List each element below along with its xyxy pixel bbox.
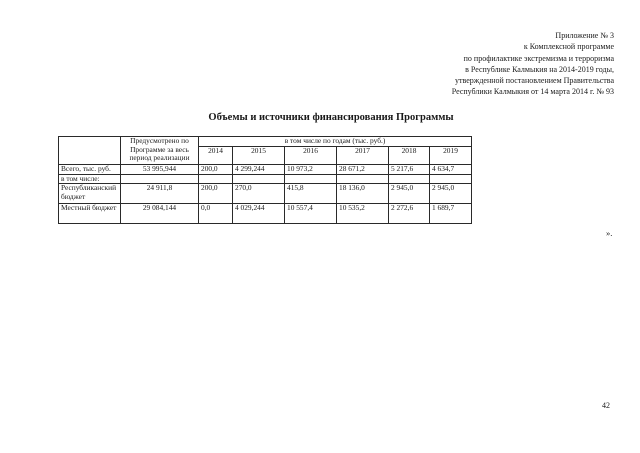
row-label: в том числе: — [59, 174, 121, 184]
cell-2015: 4 299,244 — [233, 164, 285, 174]
cell-2015: 270,0 — [233, 184, 285, 204]
financing-table — [58, 136, 472, 224]
row-label: Местный бюджет — [59, 204, 121, 224]
years-group-header: в том числе по годам (тыс. руб.) — [199, 137, 472, 147]
cell-2014: 200,0 — [199, 184, 233, 204]
page-number: 42 — [602, 401, 610, 410]
table-row-subheading — [59, 174, 472, 184]
empty-cell — [337, 174, 389, 184]
year-header-2019: 2019 — [430, 146, 472, 164]
appendix-line: утвержденной постановлением Правительства — [455, 76, 614, 86]
cell-2016: 415,8 — [285, 184, 337, 204]
year-header-2014: 2014 — [199, 146, 233, 164]
cell-2015: 4 029,244 — [233, 204, 285, 224]
year-header-2018: 2018 — [389, 146, 430, 164]
appendix-line: Республики Калмыкия от 14 марта 2014 г. № 93 — [451, 87, 614, 97]
empty-cell — [285, 174, 337, 184]
cell-2018: 2 945,0 — [389, 184, 430, 204]
cell-2017: 10 535,2 — [337, 204, 389, 224]
cell-2019: 4 634,7 — [430, 164, 472, 174]
row-label: Республиканский бюджет — [59, 184, 121, 204]
closing-quote-mark: ». — [606, 228, 613, 238]
appendix-line: в Республике Калмыкия на 2014-2019 годы, — [465, 64, 614, 74]
row-total: 24 911,8 — [121, 184, 199, 204]
empty-cell — [233, 174, 285, 184]
cell-2016: 10 557,4 — [285, 204, 337, 224]
row-total: 53 995,944 — [121, 164, 199, 174]
empty-cell — [430, 174, 472, 184]
cell-2019: 1 689,7 — [430, 204, 472, 224]
table-row-total — [59, 164, 472, 174]
cell-2019: 2 945,0 — [430, 184, 472, 204]
year-header-2015: 2015 — [233, 146, 285, 164]
appendix-line: Приложение № 3 — [555, 31, 614, 40]
table-row-local — [59, 204, 472, 224]
appendix-line: по профилактике экстремизма и терроризма — [463, 53, 614, 63]
empty-cell — [389, 174, 430, 184]
document-title: Объемы и источники финансирования Программы — [208, 112, 454, 123]
cell-2014: 0,0 — [199, 204, 233, 224]
row-total: 29 084,144 — [121, 204, 199, 224]
year-header-2017: 2017 — [337, 146, 389, 164]
cell-2017: 28 671,2 — [337, 164, 389, 174]
year-header-2016: 2016 — [285, 146, 337, 164]
cell-2016: 10 973,2 — [285, 164, 337, 174]
cell-2017: 18 136,0 — [337, 184, 389, 204]
row-label: Всего, тыс. руб. — [59, 164, 121, 174]
appendix-line: к Комплексной программе — [523, 42, 614, 52]
plan-column-header: Предусмотрено по Программе за весь период реализации — [121, 137, 199, 165]
cell-2018: 2 272,6 — [389, 204, 430, 224]
cell-2014: 200,0 — [199, 164, 233, 174]
empty-cell — [121, 174, 199, 184]
table-corner-cell — [59, 137, 121, 165]
table-row-republican — [59, 184, 472, 204]
cell-2018: 5 217,6 — [389, 164, 430, 174]
empty-cell — [199, 174, 233, 184]
appendix-header — [314, 30, 614, 98]
